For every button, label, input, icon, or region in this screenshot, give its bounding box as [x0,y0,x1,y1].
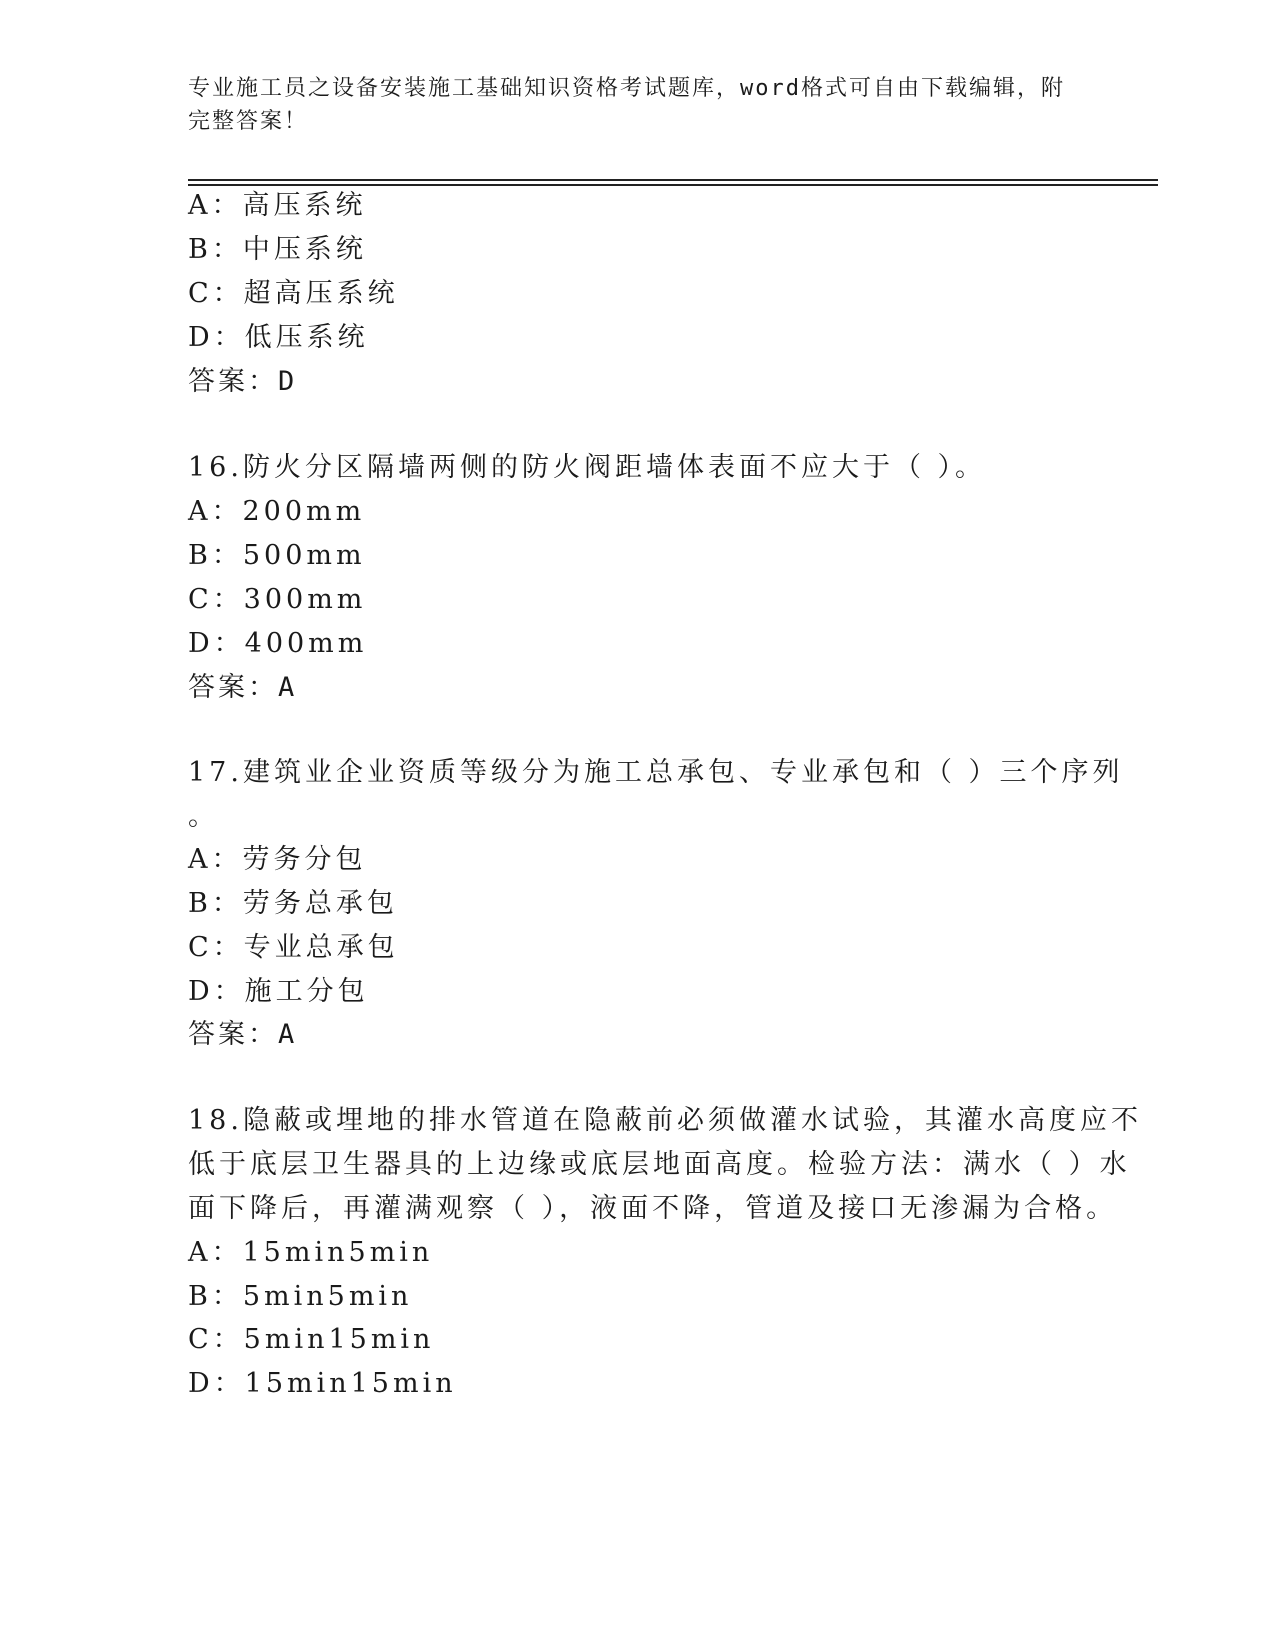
q18-option-b: B：5min5min [188,1281,413,1312]
q16-answer: 答案：A [188,672,298,703]
q16-option-d: D：400mm [188,628,368,659]
q18-option-a: A：15min5min [188,1237,434,1268]
q18-question-line-3: 面下降后，再灌满观察（ ），液面不降，管道及接口无渗漏为合格。 [188,1193,1118,1224]
q15-answer: 答案：D [188,366,298,397]
q17-option-d: D：施工分包 [188,976,369,1007]
q15-option-c: C：超高压系统 [188,278,399,309]
header-rule-bottom [188,184,1158,186]
q15-option-b: B：中压系统 [188,234,367,265]
q15-option-a: A：高压系统 [188,190,367,221]
q17-option-c: C：专业总承包 [188,932,399,963]
q18-option-d: D：15min15min [188,1368,457,1399]
q16-option-b: B：500mm [188,540,366,571]
q16-option-c: C：300mm [188,584,367,615]
q17-question: 17.建筑业企业资质等级分为施工总承包、专业承包和（ ）三个序列 [188,757,1124,788]
header-rule-top [188,179,1158,181]
q17-option-b: B：劳务总承包 [188,888,398,919]
q17-question-continued: 。 [188,801,219,832]
q16-option-a: A：200mm [188,496,366,527]
q18-question-line-1: 18.隐蔽或埋地的排水管道在隐蔽前必须做灌水试验，其灌水高度应不 [188,1105,1142,1136]
q16-question: 16.防火分区隔墙两侧的防火阀距墙体表面不应大于（ ）。 [188,452,987,483]
q18-question-line-2: 低于底层卫生器具的上边缘或底层地面高度。检验方法：满水（ ）水 [188,1149,1131,1180]
q18-option-c: C：5min15min [188,1324,435,1355]
document-header: 专业施工员之设备安装施工基础知识资格考试题库，word格式可自由下载编辑，附完整答案！ [188,76,1065,134]
q17-option-a: A：劳务分包 [188,844,367,875]
q15-option-d: D：低压系统 [188,322,369,353]
q17-answer: 答案：A [188,1019,298,1050]
